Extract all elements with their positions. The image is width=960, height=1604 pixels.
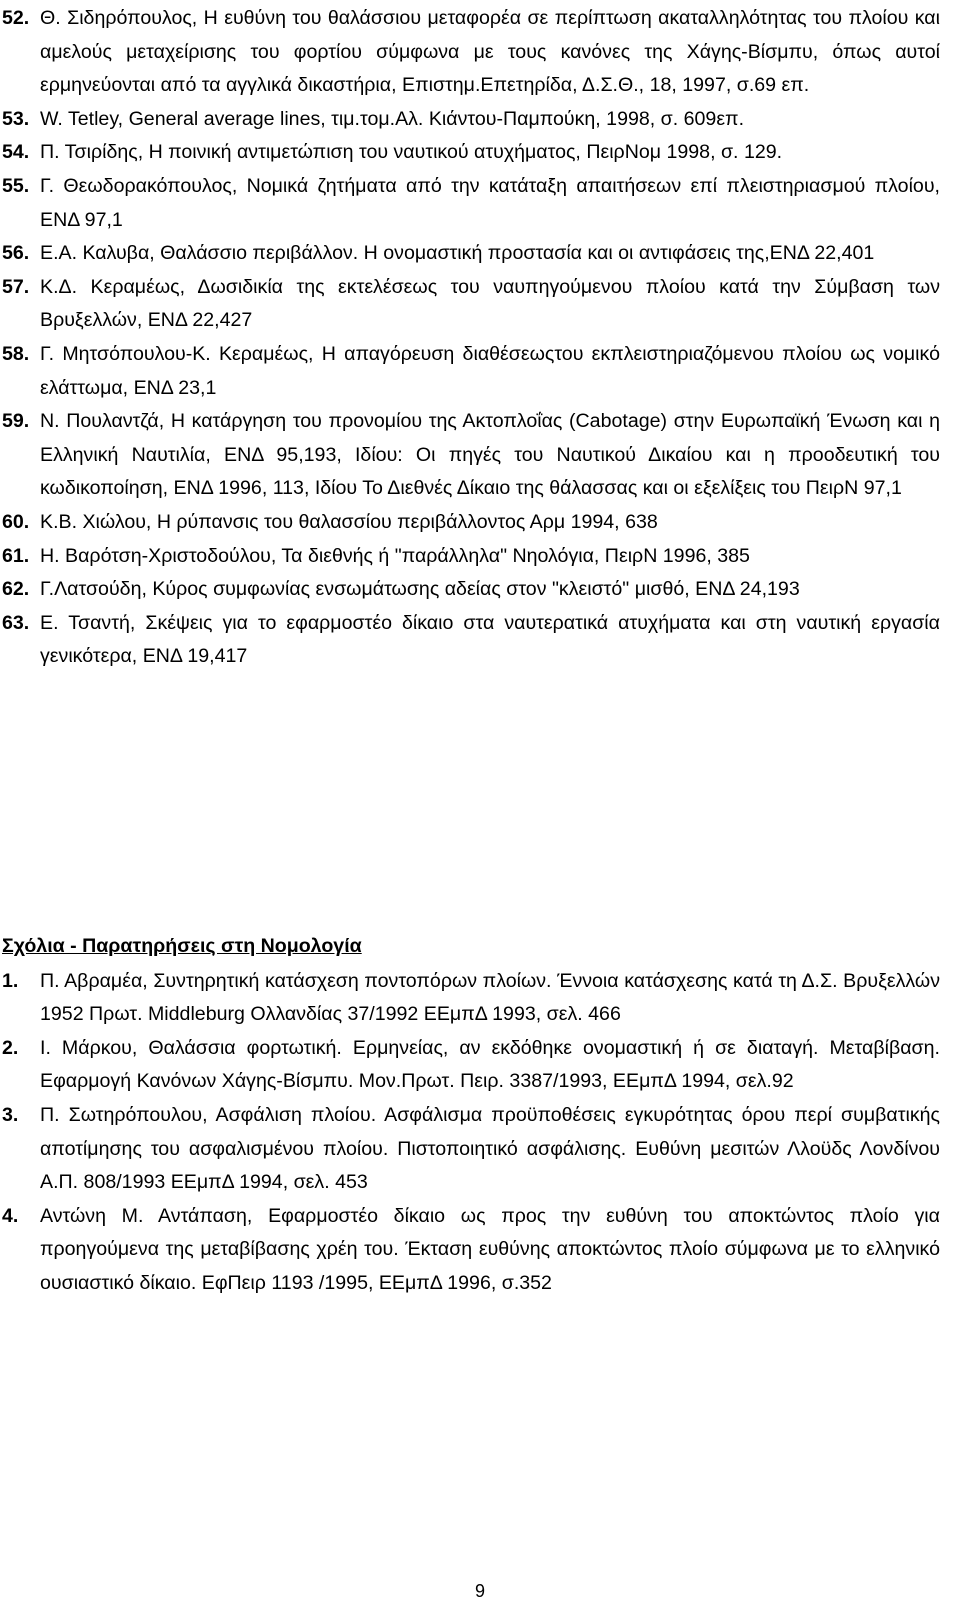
reference-number: 58. <box>2 342 30 365</box>
comment-text: Ι. Μάρκου, Θαλάσσια φορτωτική. Ερμηνείας, αν εκδόθηκε ονομαστική ή σε διαταγή. Μεταβίβαση. Εφαρμογή Κανόνων Χάγης-Βίσμπυ. Μον.Πρωτ. Πειρ. 3387/1993, ΕΕμπΔ 1994, σελ.92 <box>40 1036 940 1093</box>
reference-text: Κ.Δ. Κεραμέως, Δωσιδικία της εκτελέσεως του ναυπηγούμενου πλοίου κατά την Σύμβαση των Βρυξελλών, ΕΝΔ 22,427 <box>40 275 940 332</box>
reference-text: Ε.Α. Καλυβα, Θαλάσσιο περιβάλλον. Η ονομαστική προστασία και οι αντιφάσεις της,ΕΝΔ 22,401 <box>40 242 875 265</box>
comment-text: Αντώνη Μ. Αντάπαση, Εφαρμοστέο δίκαιο ως προς την ευθύνη του αποκτώντος πλοίο για προηγούμενα της μεταβίβασης χρέη του. Έκταση ευθύνης αποκτώντος πλοίο σύμφωνα με το ελληνικό ουσιαστικό δίκαιο. ΕφΠειρ 1193 /1995, ΕΕμπΔ 1996, σ.352 <box>40 1204 940 1294</box>
comment-number: 1. <box>2 969 19 992</box>
reference-text: Ε. Τσαντή, Σκέψεις για το εφαρμοστέο δίκαιο στα ναυτερατικά ατυχήματα και στη ναυτική εργασία γενικότερα, ΕΝΔ 19,417 <box>40 611 940 668</box>
comment-entry <box>2 1032 940 1099</box>
reference-number: 62. <box>2 578 30 601</box>
reference-text: Θ. Σιδηρόπουλος, Η ευθύνη του θαλάσσιου μεταφορέα σε περίπτωση ακαταλληλότητας του πλοίου και αμελούς μεταχείρισης του φορτίου σύμφωνα με τους κανόνες της Χάγης-Βίσμπυ, όπως αυτοί ερμηνεύονται από τα αγγλικά δικαστήρια, Επιστημ.Επετηρίδα, Δ.Σ.Θ., 18, 1997, σ.69 επ. <box>40 7 940 97</box>
comment-number: 4. <box>2 1204 19 1227</box>
reference-text: Γ.Λατσούδη, Κύρος συμφωνίας ενσωμάτωσης αδείας στον "κλειστό" μισθό, ΕΝΔ 24,193 <box>40 578 800 601</box>
reference-number: 55. <box>2 174 30 197</box>
comment-entry <box>2 965 940 1032</box>
reference-text: Π. Τσιρίδης, Η ποινική αντιμετώπιση του ναυτικού ατυχήματος, ΠειρΝομ 1998, σ. 129. <box>40 141 783 164</box>
comment-entry <box>2 1200 940 1301</box>
reference-list <box>2 2 940 674</box>
reference-number: 52. <box>2 7 30 29</box>
reference-entry <box>2 103 940 137</box>
reference-text: Ν. Πουλαντζά, Η κατάργηση του προνομίου της Ακτοπλοΐας (Cabotage) στην Ευρωπαϊκή Ένωση και η Ελληνική Ναυτιλία, ΕΝΔ 95,193, Ιδίου: Οι πηγές του Ναυτικού Δικαίου και η προοδευτική του κωδικοποίηση, ΕΝΔ 1996, 113, Ιδίου Το Διεθνές Δίκαιο της θάλασσας και οι εξελίξεις του ΠειρΝ 97,1 <box>40 410 940 500</box>
reference-entry <box>2 136 940 170</box>
reference-number: 61. <box>2 544 30 567</box>
reference-entry <box>2 506 940 540</box>
reference-entry <box>2 338 940 405</box>
reference-number: 63. <box>2 611 30 634</box>
comment-number: 3. <box>2 1103 19 1126</box>
reference-number: 59. <box>2 410 30 433</box>
reference-entry <box>2 2 940 103</box>
reference-number: 56. <box>2 242 30 265</box>
reference-number: 54. <box>2 141 30 164</box>
comment-entry <box>2 1099 940 1200</box>
reference-text: Γ. Μητσόπουλου-Κ. Κεραμέως, Η απαγόρευση διαθέσεωςτου εκπλειστηριαζόμενου πλοίου ως νομικό ελάττωμα, ΕΝΔ 23,1 <box>40 342 940 399</box>
comment-text: Π. Αβραμέα, Συντηρητική κατάσχεση ποντοπόρων πλοίων. Έννοια κατάσχεσης κατά τη Δ.Σ. Βρυξελλών 1952 Πρωτ. Middleburg Ολλανδίας 37/1992 ΕΕμπΔ 1993, σελ. 466 <box>40 969 940 1026</box>
reference-entry <box>2 271 940 338</box>
reference-number: 53. <box>2 107 30 130</box>
reference-text: Η. Βαρότση-Χριστοδούλου, Τα διεθνής ή "παράλληλα" Νηολόγια, ΠειρΝ 1996, 385 <box>40 544 750 567</box>
reference-entry <box>2 237 940 271</box>
reference-text: Κ.Β. Χιώλου, Η ρύπανσις του θαλασσίου περιβάλλοντος Αρμ 1994, 638 <box>40 510 658 533</box>
reference-text: W. Tetley, General average lines, τιμ.τομ.Αλ. Κιάντου-Παμπούκη, 1998, σ. 609επ. <box>40 107 745 130</box>
reference-entry <box>2 540 940 574</box>
reference-entry <box>2 573 940 607</box>
page-number: 9 <box>474 1581 485 1601</box>
reference-entry <box>2 405 940 506</box>
reference-number: 57. <box>2 275 30 298</box>
comment-number: 2. <box>2 1036 19 1059</box>
reference-entry <box>2 170 940 237</box>
reference-number: 60. <box>2 510 30 533</box>
comment-text: Π. Σωτηρόπουλου, Ασφάλιση πλοίου. Ασφάλισμα προϋποθέσεις εγκυρότητας όρου περί συμβατικής αποτίμησης του ασφαλισμένου πλοίου. Πιστοποιητικό ασφάλισης. Ευθύνη μεσιτών Λλοϋδς Λονδίνου Α.Π. 808/1993 ΕΕμπΔ 1994, σελ. 453 <box>40 1103 940 1194</box>
section-heading: Σχόλια - Παρατηρήσεις στη Νομολογία <box>2 935 362 957</box>
reference-text: Γ. Θεωδορακόπουλος, Νομικά ζητήματα από την κατάταξη απαιτήσεων επί πλειστηριασμού πλοίου, ΕΝΔ 97,1 <box>40 174 940 231</box>
case-law-comments-section <box>2 930 940 1301</box>
reference-entry <box>2 607 940 674</box>
